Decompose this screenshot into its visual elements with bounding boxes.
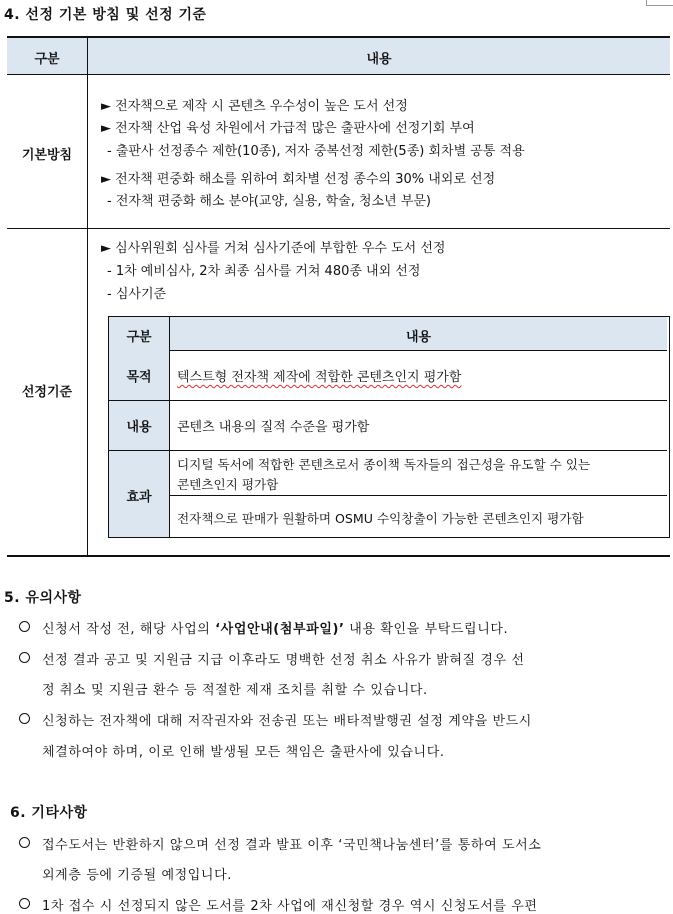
section6-title: 6. 기타사항	[10, 805, 88, 821]
evaluation-row-divider-3	[169, 495, 667, 496]
row-label-selection-criteria: 선정기준	[21, 385, 73, 400]
purpose-text: 텍스트형 전자책 제작에 적합한 콘텐츠인지 평가함	[177, 370, 462, 385]
evaluation-row-divider-1	[109, 400, 667, 401]
evaluation-label-purpose: 목적	[126, 370, 152, 385]
policy-line-5: - 전자책 편중화 해소 분야(교양, 실용, 학술, 청소년 부문)	[107, 194, 432, 209]
evaluation-row-divider-2	[109, 450, 667, 451]
notice-item-1	[42, 618, 508, 637]
evaluation-label-effect: 효과	[126, 490, 152, 505]
evaluation-column-divider	[169, 317, 170, 537]
section4-title: 4. 선정 기본 방침 및 선정 기준	[4, 7, 207, 23]
bullet-circle-icon	[19, 898, 30, 909]
header-category: 구분	[34, 52, 60, 67]
table-row-divider	[7, 228, 670, 229]
evaluation-header-content: 내용	[405, 330, 432, 345]
bullet-circle-icon	[19, 652, 30, 663]
notice-item-2b: 정 취소 및 지원금 환수 등 적절한 제재 조치를 취할 수 있습니다.	[42, 683, 428, 698]
other-item-2a: 1차 접수 시 선정되지 않은 도서를 2차 사업에 재신청할 경우 역시 신청도서를 우편	[42, 899, 538, 914]
notice-item-2a: 선정 결과 공고 및 지원금 지급 이후라도 명백한 선정 취소 사유가 밝혀질 경우 선	[42, 653, 525, 668]
notice-item-1-tail: 내용 확인을 부탁드립니다.	[344, 622, 509, 637]
section5-title: 5. 유의사항	[4, 590, 82, 606]
notice-item-3b: 체결하여야 하며, 이로 인해 발생될 모든 책임은 출판사에 있습니다.	[42, 745, 445, 760]
policy-line-1: ► 전자책으로 제작 시 콘텐츠 우수성이 높은 도서 선정	[101, 99, 408, 114]
bullet-circle-icon	[19, 621, 30, 632]
evaluation-label-content: 내용	[126, 420, 152, 435]
evaluation-text-effect-1a: 디지털 독서에 적합한 콘텐츠로서 종이책 독자들의 접근성을 유도할 수 있는	[177, 457, 591, 472]
policy-line-3: - 출판사 선정종수 제한(10종), 저자 중복선정 제한(5종) 회차별 공통 적용	[107, 144, 525, 159]
corner-mark	[646, 0, 673, 6]
other-item-1a: 접수도서는 반환하지 않으며 선정 결과 발표 이후 ‘국민책나눔센터’를 통하여 도서소	[42, 838, 542, 853]
notice-item-1-text: 신청서 작성 전, 해당 사업의	[42, 622, 216, 637]
bullet-circle-icon	[19, 837, 30, 848]
row-label-basic-policy: 기본방침	[21, 148, 73, 163]
bullet-circle-icon	[19, 713, 30, 724]
evaluation-table	[108, 316, 670, 538]
policy-line-4: ► 전자책 편중화 해소를 위하여 회차별 선정 종수의 30% 내외로 선정	[101, 172, 496, 187]
evaluation-header-category: 구분	[126, 330, 152, 345]
evaluation-text-effect-1b: 콘텐츠인지 평가함	[177, 477, 279, 492]
notice-item-1-bold: ‘사업안내(첨부파일)’	[215, 622, 345, 637]
policy-line-2: ► 전자책 산업 육성 차원에서 가급적 많은 출판사에 선정기회 부여	[101, 121, 475, 136]
evaluation-text-effect-2: 전자책으로 판매가 원활하며 OSMU 수익창출이 가능한 콘텐츠인지 평가함	[177, 511, 584, 526]
other-item-1b: 외계층 등에 기증될 예정입니다.	[42, 868, 232, 883]
header-content: 내용	[366, 52, 392, 67]
criteria-line-1: ► 심사위원회 심사를 거쳐 심사기준에 부합한 우수 도서 선정	[101, 241, 446, 256]
criteria-line-2: - 1차 예비심사, 2차 최종 심사를 거쳐 480종 내외 선정	[107, 264, 421, 279]
evaluation-text-purpose	[177, 366, 461, 385]
criteria-line-3: - 심사기준	[107, 287, 167, 302]
notice-item-3a: 신청하는 전자책에 대해 저작권자와 전송권 또는 배타적발행권 설정 계약을 반드시	[42, 714, 532, 729]
evaluation-text-content: 콘텐츠 내용의 질적 수준을 평가함	[177, 420, 370, 435]
table-column-divider	[87, 38, 88, 555]
